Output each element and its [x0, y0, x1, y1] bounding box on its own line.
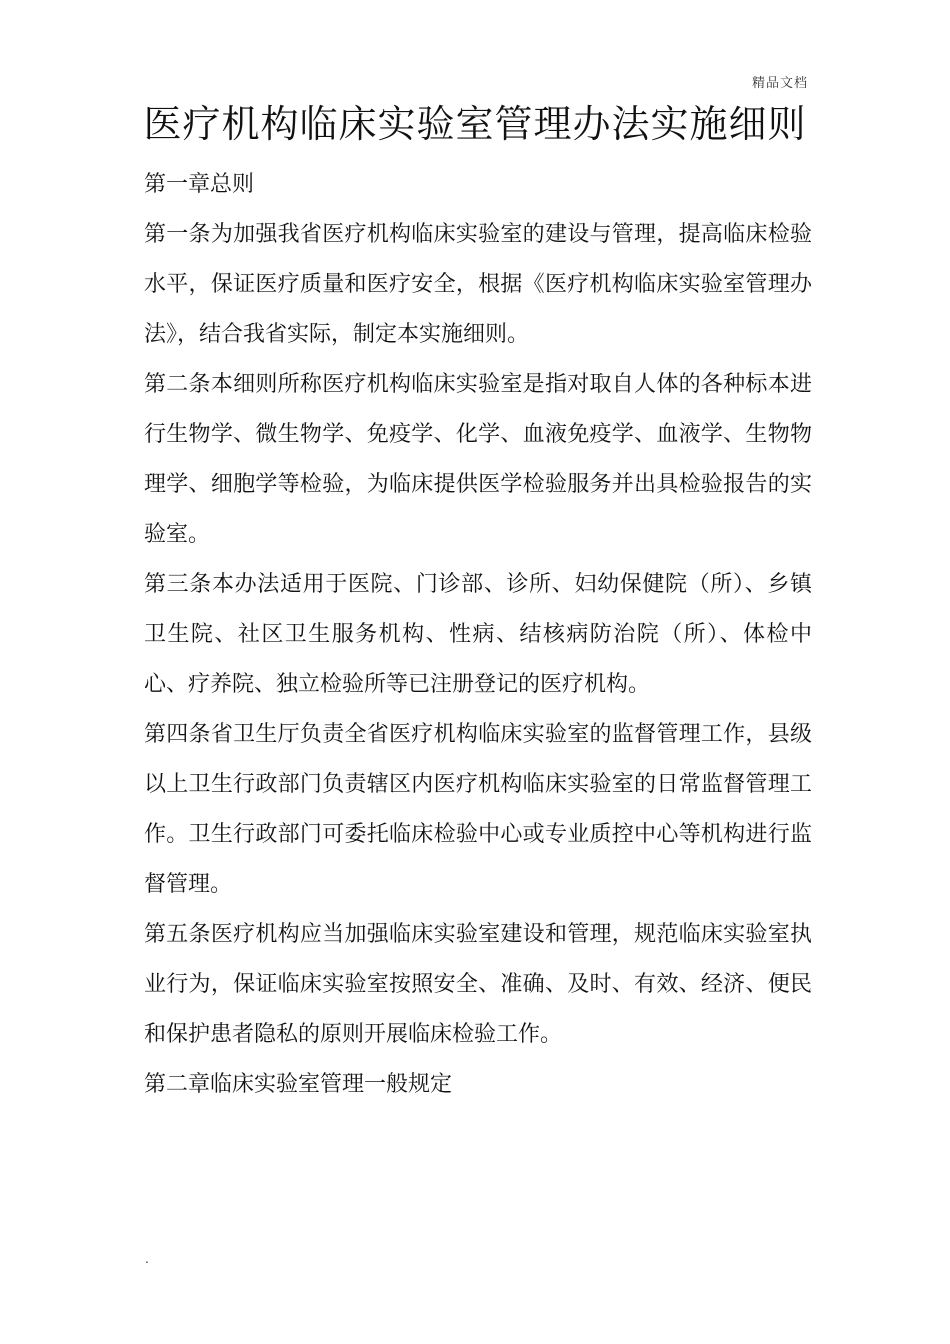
footer-mark: .: [145, 1252, 149, 1266]
document-title: 医疗机构临床实验室管理办法实施细则: [143, 102, 807, 146]
chapter-2-heading: 第二章临床实验室管理一般规定: [144, 1072, 453, 1097]
article-3: 第三条本办法适用于医院、门诊部、诊所、妇幼保健院（所）、乡镇卫生院、社区卫生服务机构、性病、结核病防治院（所）、体检中心、疗养院、独立检验所等已注册登记的医疗机构。: [144, 572, 812, 697]
article-1: 第一条为加强我省医疗机构临床实验室的建设与管理，提高临床检验水平，保证医疗质量和医疗安全，根据《医疗机构临床实验室管理办法》，结合我省实际，制定本实施细则。: [144, 222, 812, 347]
article-4: 第四条省卫生厅负责全省医疗机构临床实验室的监督管理工作，县级以上卫生行政部门负责辖区内医疗机构临床实验室的日常监督管理工作。卫生行政部门可委托临床检验中心或专业质控中心等机构进行监督管理。: [144, 722, 812, 897]
article-2: 第二条本细则所称医疗机构临床实验室是指对取自人体的各种标本进行生物学、微生物学、免疫学、化学、血液免疫学、血液学、生物物理学、细胞学等检验，为临床提供医学检验服务并出具检验报告的实验室。: [144, 372, 812, 547]
document-body: [144, 160, 812, 1110]
header-label: 精品文档: [751, 76, 808, 91]
chapter-1-heading: 第一章总则: [144, 172, 255, 197]
article-5: 第五条医疗机构应当加强临床实验室建设和管理，规范临床实验室执业行为，保证临床实验室按照安全、准确、及时、有效、经济、便民和保护患者隐私的原则开展临床检验工作。: [144, 922, 812, 1047]
